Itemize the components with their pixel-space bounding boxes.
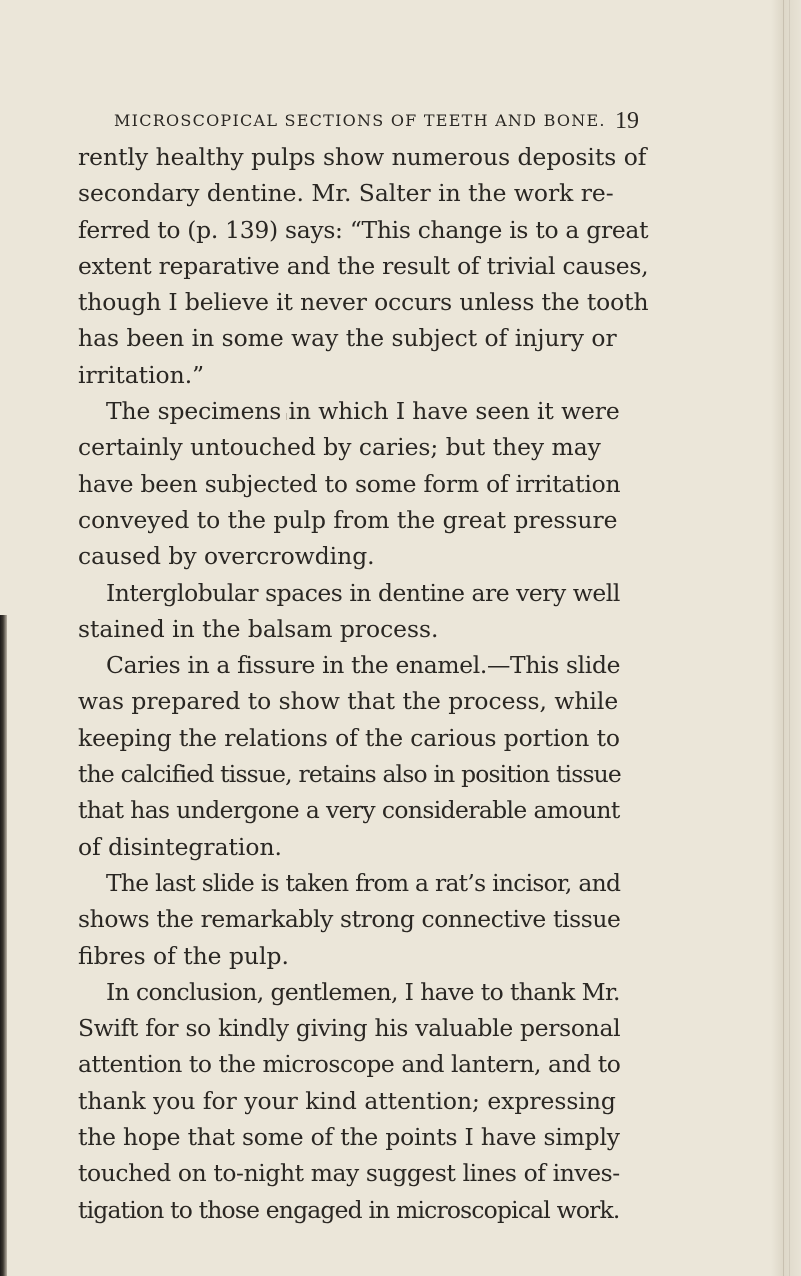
text-line: keeping the relations of the carious portion to [78, 723, 620, 752]
text-line: Swift for so kindly giving his valuable personal [78, 1014, 621, 1043]
text-line: thank you for your kind attention; expressing [78, 1086, 616, 1115]
text-line: have been subjected to some form of irritation [78, 469, 621, 498]
text-line: Caries in a fissure in the enamel.—This slide [106, 651, 621, 680]
page-left-shadow [0, 615, 7, 1276]
text-line: though I believe it never occurs unless the tooth [78, 288, 649, 317]
text-line: has been in some way the subject of injury or [78, 324, 617, 353]
text-line: touched on to-night may suggest lines of inves- [78, 1159, 620, 1188]
paragraph-conclusion [78, 974, 648, 1228]
text-line: certainly untouched by caries; but they may [78, 433, 601, 462]
text-line: irritation.” [78, 360, 205, 389]
text-line: tigation to those engaged in microscopical work. [78, 1195, 620, 1224]
text-line: extent reparative and the result of trivial causes, [78, 251, 649, 280]
text-line: fibres of the pulp. [78, 941, 289, 970]
text-line: The last slide is taken from a rat’s incisor, and [106, 868, 621, 897]
paragraph-caries [78, 647, 648, 865]
body-text [78, 139, 648, 1228]
paragraph-specimens [78, 393, 648, 574]
text-line: rently healthy pulps show numerous deposits of [78, 143, 647, 171]
paragraph-interglobular [78, 575, 648, 648]
text-line: ferred to (p. 139) says: “This change is to a great [78, 215, 649, 244]
text-line: that has undergone a very considerable amount [78, 796, 620, 825]
text-line: caused by overcrowding. [78, 542, 375, 571]
text-line: The specimens in which I have seen it were [106, 397, 620, 426]
running-title: MICROSCOPICAL SECTIONS OF TEETH AND BONE. [114, 111, 606, 130]
text-line: Interglobular spaces in dentine are very well [106, 578, 620, 607]
text-line: secondary dentine. Mr. Salter in the work re- [78, 179, 614, 208]
text-line: the calcified tissue, retains also in position tissue [78, 760, 621, 789]
text-line: was prepared to show that the process, while [78, 687, 619, 716]
page-header [114, 108, 639, 135]
text-line: conveyed to the pulp from the great pressure [78, 505, 618, 534]
text-line: shows the remarkably strong connective tissue [78, 905, 621, 934]
text-line: In conclusion, gentlemen, I have to thank Mr. [106, 977, 620, 1006]
page-number: 19 [615, 108, 639, 134]
paragraph-continuation [78, 139, 648, 393]
text-line: stained in the balsam process. [78, 614, 439, 643]
page-right-edge [771, 0, 801, 1276]
paragraph-rat-incisor [78, 865, 648, 974]
text-line: the hope that some of the points I have simply [78, 1123, 620, 1152]
text-line: attention to the microscope and lantern, and to [78, 1050, 621, 1079]
text-line: of disintegration. [78, 832, 282, 861]
